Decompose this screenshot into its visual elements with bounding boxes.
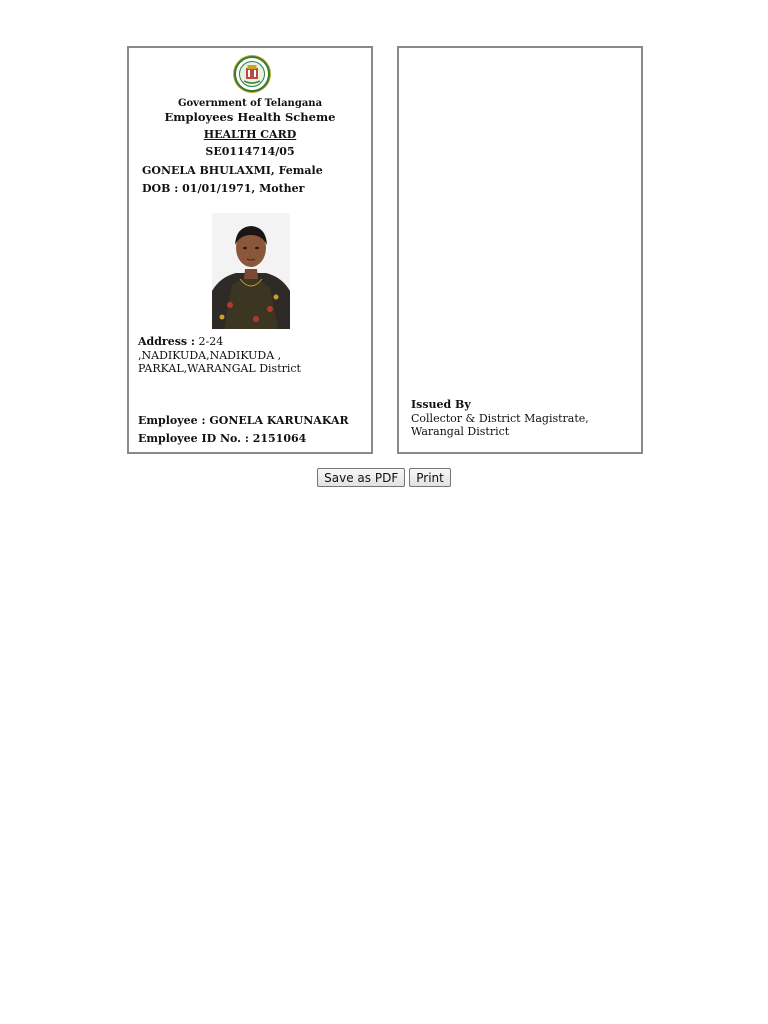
employee-id: Employee ID No. : 2151064 <box>138 432 307 445</box>
card-number: SE0114714/05 <box>205 145 295 158</box>
address-block <box>138 335 301 376</box>
address-label: Address : <box>138 335 195 348</box>
print-button[interactable]: Print <box>409 468 451 487</box>
beneficiary-name: GONELA BHULAXMI, Female <box>142 164 323 177</box>
beneficiary-dob: DOB : 01/01/1971, Mother <box>142 182 305 195</box>
health-card-back <box>397 46 643 454</box>
action-buttons <box>0 468 768 487</box>
scheme-title: Employees Health Scheme <box>164 110 336 124</box>
address-line-1: 2-24 <box>195 335 224 348</box>
card-title: HEALTH CARD <box>203 128 297 141</box>
address-line-2: ,NADIKUDA,NADIKUDA , <box>138 348 282 362</box>
issuer-line-2: Warangal District <box>411 425 510 438</box>
telangana-emblem-icon <box>232 54 272 94</box>
beneficiary-photo <box>212 213 290 329</box>
issued-by-block <box>411 398 589 439</box>
issued-by-label: Issued By <box>411 398 471 411</box>
issuer-line-1: Collector & District Magistrate, <box>411 411 589 425</box>
address-line-3: PARKAL,WARANGAL District <box>138 362 301 375</box>
portrait-image <box>212 213 290 329</box>
government-title: Government of Telangana <box>177 98 323 109</box>
health-card-front <box>127 46 373 454</box>
save-as-pdf-button[interactable]: Save as PDF <box>317 468 405 487</box>
employee-name: Employee : GONELA KARUNAKAR <box>138 414 349 427</box>
